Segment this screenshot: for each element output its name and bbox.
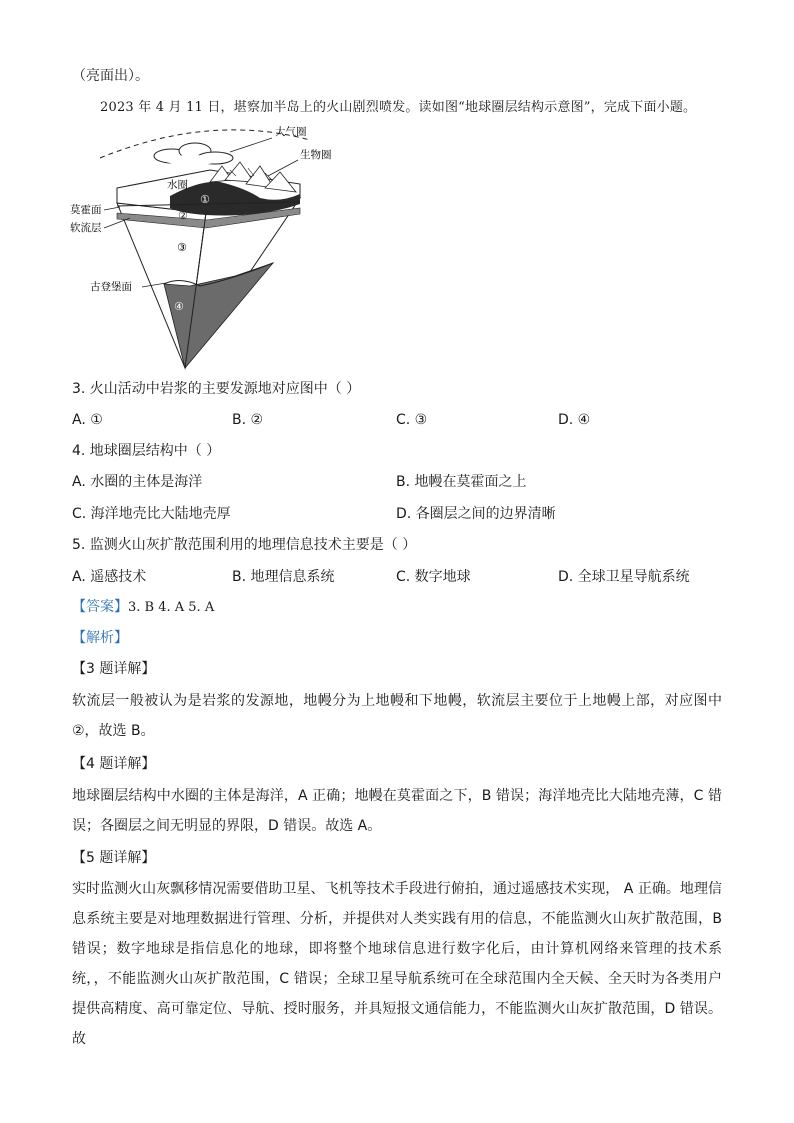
detail-3-title: 【3 题详解】 [72, 661, 156, 677]
label-moho: 莫霍面 [70, 204, 102, 216]
label-layer3: ③ [177, 241, 187, 254]
q5-option-c: C. 数字地球 [396, 569, 471, 585]
question-4-stem: 4. 地球圈层结构中（ ） [72, 443, 221, 459]
q4-option-d: D. 各圈层之间的边界清晰 [396, 506, 556, 522]
label-asthenosphere: 软流层 [70, 222, 102, 234]
question-5-stem: 5. 监测火山灰扩散范围利用的地理信息技术主要是（ ） [72, 537, 417, 553]
earth-layer-diagram [60, 118, 380, 373]
detail-4-text: 地球圈层结构中水圈的主体是海洋，A 正确；地幔在莫霍面之下，B 错误；海洋地壳比大陆地壳薄，C 错误；各圈层之间无明显的界限，D 错误。故选 A。 [72, 788, 722, 834]
analysis-label: 【解析】 [72, 630, 128, 646]
detail-5-title: 【5 题详解】 [72, 850, 156, 866]
q3-option-d: D. ④ [558, 412, 591, 428]
detail-4-title: 【4 题详解】 [72, 756, 156, 772]
label-gutenberg: 古登堡面 [90, 281, 132, 293]
q5-option-b: B. 地理信息系统 [232, 569, 335, 585]
label-layer1: ① [200, 193, 210, 206]
q3-option-b: B. ② [232, 412, 264, 428]
label-layer4: ④ [174, 300, 184, 313]
label-biosphere: 生物圈 [300, 149, 332, 161]
q4-option-c: C. 海洋地壳比大陆地壳厚 [72, 506, 231, 522]
header-text: （亮面出）。 [72, 68, 149, 84]
q5-option-d: D. 全球卫星导航系统 [558, 569, 690, 585]
q4-option-a: A. 水圈的主体是海洋 [72, 474, 203, 490]
intro-text: 2023 年 4 月 11 日，堪察加半岛上的火山剧烈喷发。读如图“地球圈层结构示意图”，完成下面小题。 [100, 100, 697, 115]
question-3-stem: 3. 火山活动中岩浆的主要发源地对应图中（ ） [72, 381, 361, 397]
label-atmosphere: 大气圈 [275, 126, 307, 138]
answer-line [72, 597, 214, 618]
label-hydrosphere: 水圈 [167, 179, 188, 191]
detail-5-text: 实时监测火山灰飘移情况需要借助卫星、飞机等技术手段进行俯拍，通过遥感技术实现， A 正确。地理信息系统主要是对地理数据进行管理、分析，并提供对人类实践有用的信息，不能监测火山灰扩散范围，B 错误；数字地球是指信息化的地球，即将整个地球信息进行数字化后，由计算机网络来管理的技术系统，，不能监测火山灰扩散范围，C 错误；全球卫星导航系统可在全球范围内全天候、全天时为各类用户提供高精度、高可靠定位、导航、授时服务，并具短报文通信能力，不能监测火山灰扩散范围，D 错误。故 [72, 881, 722, 1047]
answer-label: 【答案】 [72, 599, 128, 615]
answer-values: 3. B 4. A 5. A [128, 600, 215, 615]
detail-3-text: 软流层一般被认为是岩浆的发源地，地幔分为上地幔和下地幔，软流层主要位于上地幔上部，对应图中②，故选 B。 [72, 693, 722, 739]
cloud-icon [154, 143, 233, 165]
q5-option-a: A. 遥感技术 [72, 569, 147, 585]
q3-option-a: A. ① [72, 412, 103, 428]
label-layer2: ② [178, 209, 188, 222]
q3-option-c: C. ③ [396, 412, 428, 428]
q4-option-b: B. 地幔在莫霍面之上 [396, 474, 527, 490]
